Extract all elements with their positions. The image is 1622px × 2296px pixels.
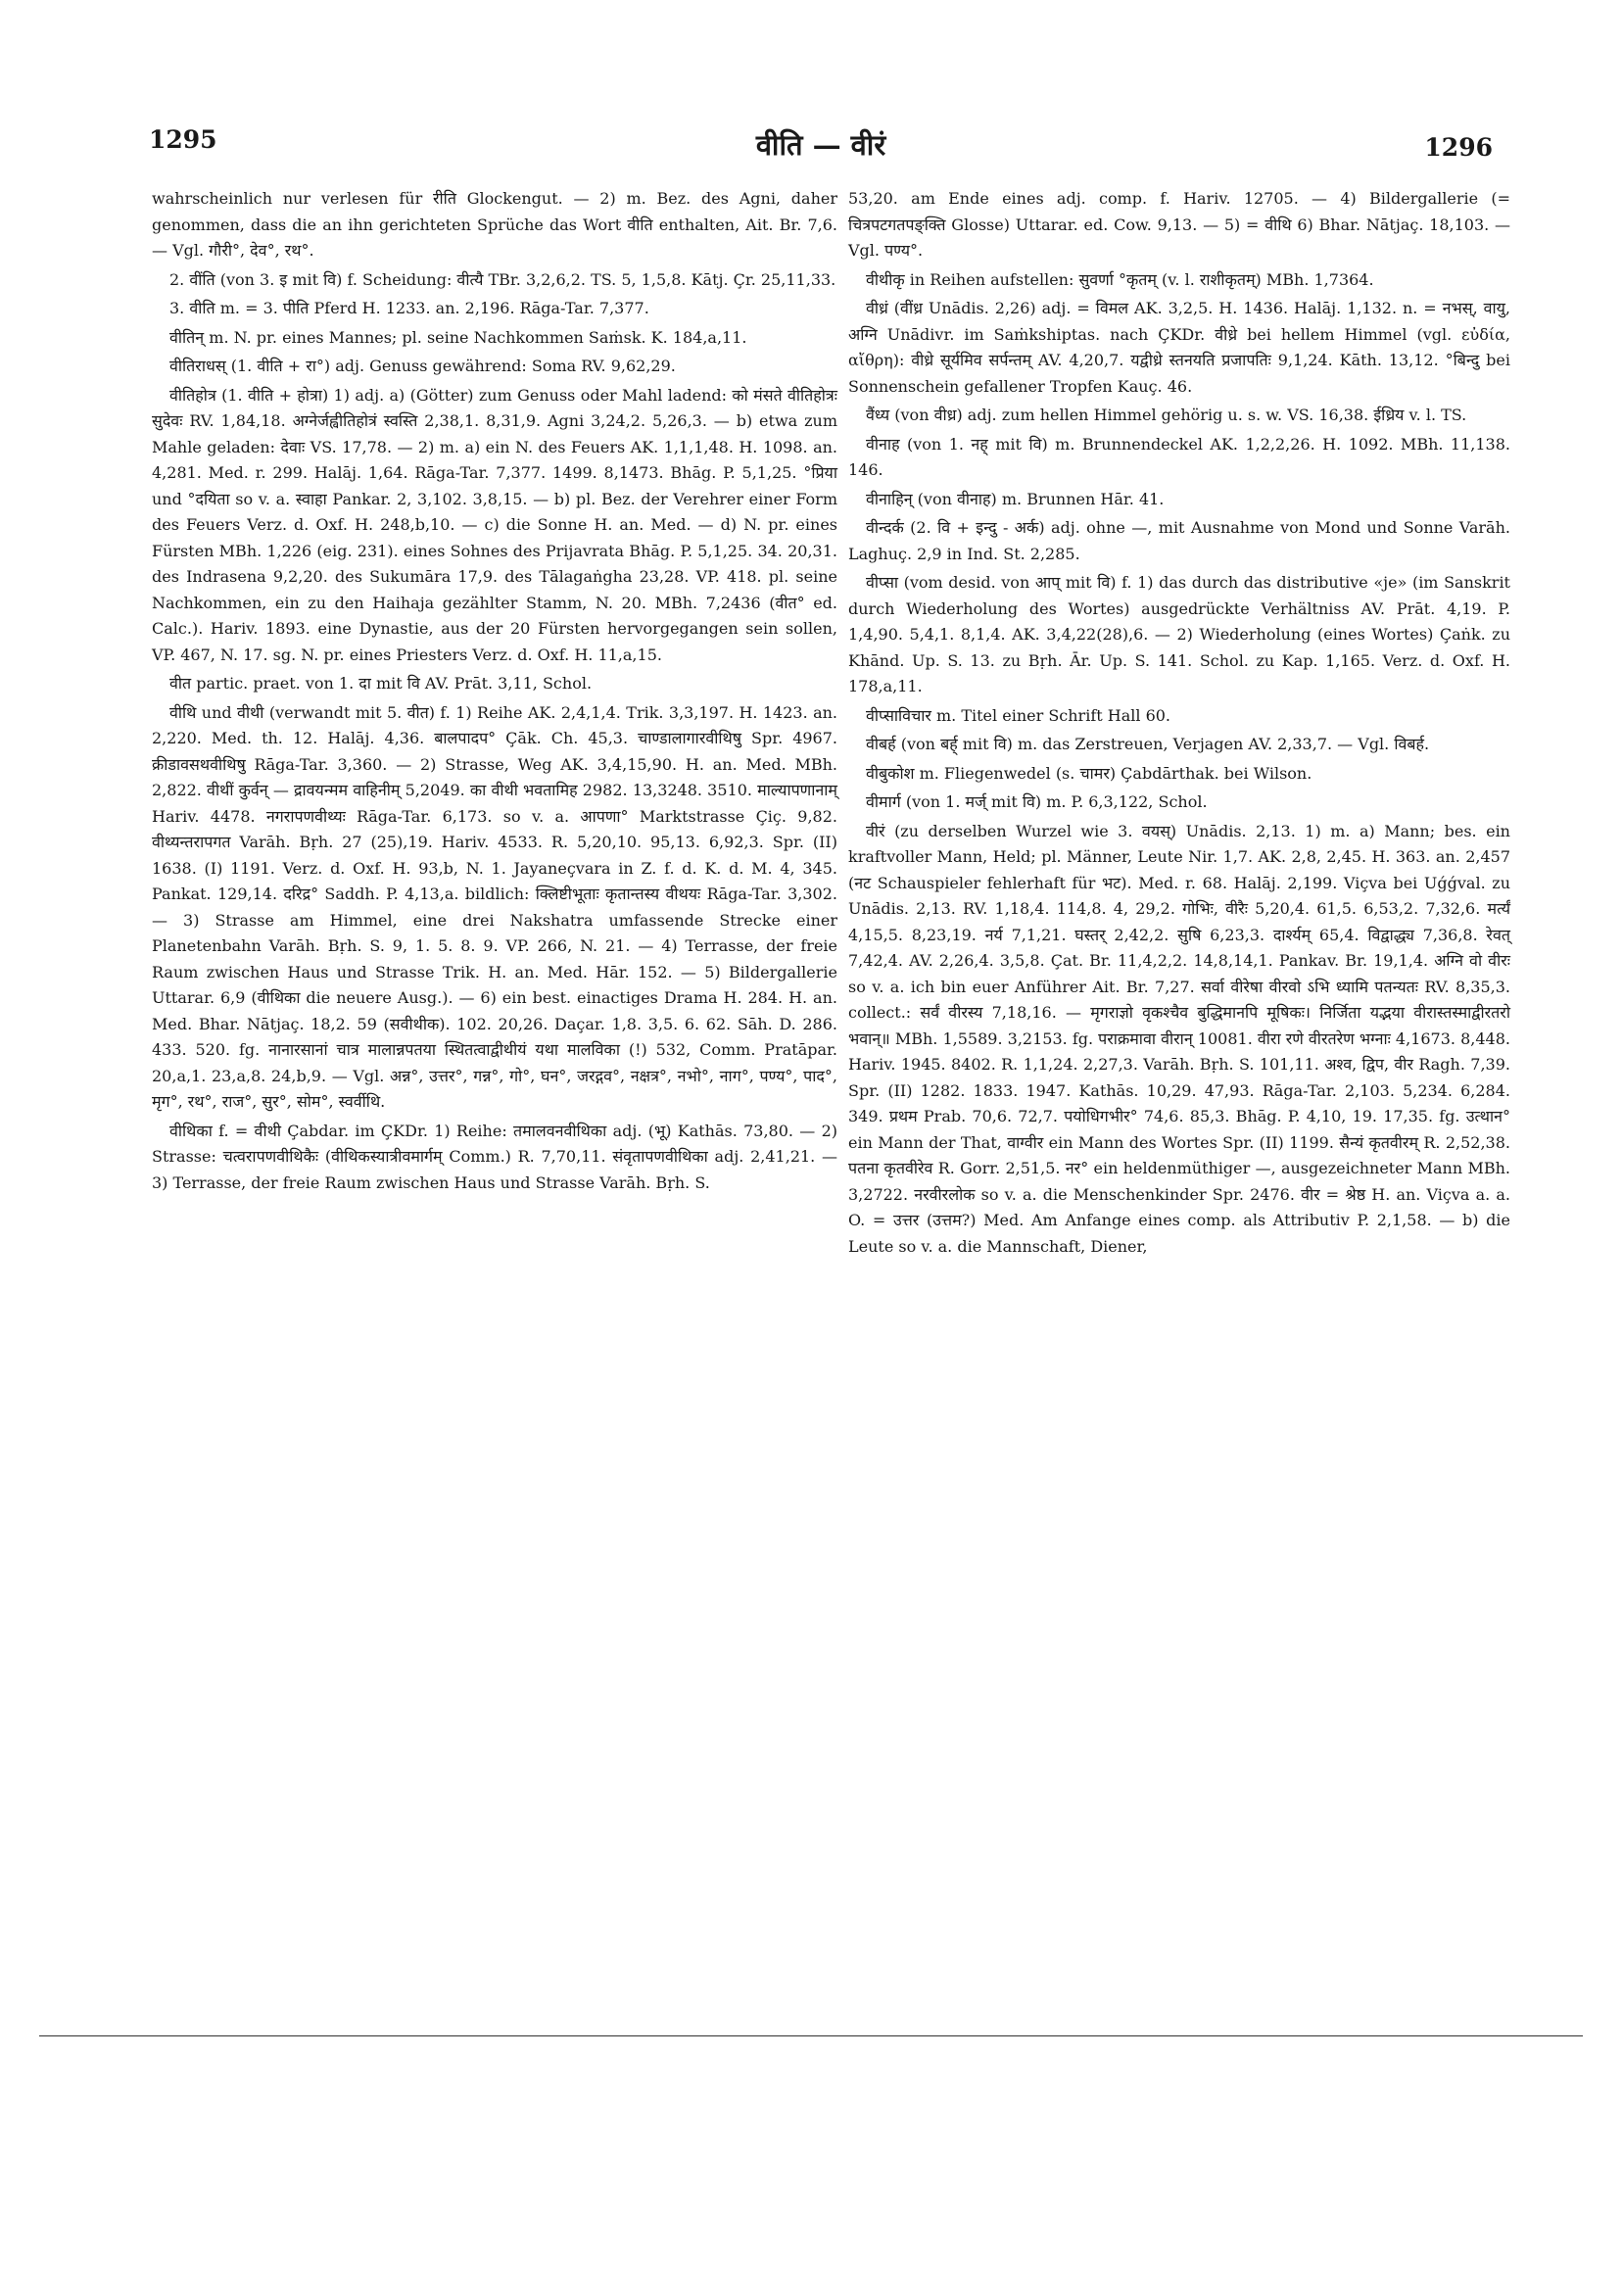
- entry-paragraph: वीरं (zu derselben Wurzel wie 3. वयस्) Unādis. 2,13. 1) m. a) Mann; bes. ein kraftvoller Mann, Held; pl. Männer, Leute Nir. 1,7. AK. 2,8, 2,45. H. 363. an. 2,457 (नट Schauspieler fehlerhaft für भट). Med. r. 68. Halāj. 2,199. Viçva bei Uǵǵval. zu Unādis. 2,13. RV. 1,18,4. 114,8. 4, 29,2. गोभिः, वीरैः 5,20,4. 61,5. 6,53,2. 7,32,6. मर्त्यं 4,15,5. 8,23,19. नर्य 7,1,21. घस्तर् 2,42,2. सुषि 6,23,3. दार्श्यम् 65,4. विद्वाद्ध्य 7,36,8. रेवत् 7,42,4. AV. 2,26,4. 3,5,8. Çat. Br. 11,4,2,2. 14,8,14,1. Pankav. Br. 19,1,4. अग्नि वो वीरः so v. a. ich bin euer Anführer Ait. Br. 7,27. सर्वा वीरेषा वीरवो ऽभि ध्यामि पतन्यतः RV. 8,35,3. collect.: सर्वं वीरस्य 7,18,16. — मृगराज्ञो वृकश्चैव बुद्धिमानपि मूषिकः। निर्जिता यद्भया वीरास्तस्माद्वीरतरो भवान्॥ MBh. 1,5589. 3,2153. fg. पराक्रमावा वीरान् 10081. वीरा रणे वीरतरेण भग्नाः 4,1673. 8,448. Hariv. 1945. 8402. R. 1,1,24. 2,27,3. Varāh. Bṛh. S. 101,11. अश्व, द्विप, वीर Ragh. 7,39. Spr. (II) 1282. 1833. 1947. Kathās. 10,29. 47,93. Rāga-Tar. 2,103. 5,234. 6,284. 349. प्रथम Prab. 70,6. 72,7. पयोधिगभीर° 74,6. 85,3. Bhāg. P. 4,10, 19. 17,35. fg. उत्थान° ein Mann der That, वाग्वीर ein Mann des Wortes Spr. (II) 1199. सैन्यं कृतवीरम् R. 2,52,38. पतना कृतवीरेव R. Gorr. 2,51,5. नर° ein heldenmüthiger —, ausgezeichneter Mann MBh. 3,2722. नरवीरलोक so v. a. die Menschenkinder Spr. 2476. वीर = श्रेष्ठ H. an. Viçva a. a. O. = उत्तर (उत्तम?) Med. Am Anfange eines comp. als Attributiv P. 2,1,58. — b) die Leute so v. a. die Mannschaft, Diener,: [848, 821, 1510, 1256]
- page-number-left: 1295: [149, 125, 217, 154]
- entry-paragraph: वीतिहोत्र (1. वीति + होत्रा) 1) adj. a) (Götter) zum Genuss oder Mahl ladend: को मंसते वीतिहोत्रः सुदेवः RV. 1,84,18. अग्नेर्जह्वीतिहोत्रं स्वस्ति 2,38,1. 8,31,9. Agni 3,24,2. 5,26,3. — b) etwa zum Mahle geladen: देवाः VS. 17,78. — 2) m. a) ein N. des Feuers AK. 1,1,1,48. H. 1098. an. 4,281. Med. r. 299. Halāj. 1,64. Rāga-Tar. 7,377. 1499. 8,1473. Bhāg. P. 5,1,25. °प्रिया und °दयिता so v. a. स्वाहा Pankar. 2, 3,102. 3,8,15. — b) pl. Bez. der Verehrer einer Form des Feuers Verz. d. Oxf. H. 248,b,10. — c) die Sonne H. an. Med. — d) N. pr. eines Fürsten MBh. 1,226 (eig. 231). eines Sohnes des Prijavrata Bhāg. P. 5,1,25. 34. 20,31. des Indrasena 9,2,20. des Sukumāra 17,9. des Tālagaṅgha 23,28. VP. 418. pl. seine Nachkommen, ein zu den Haihaja gezählter Stamm, N. 20. MBh. 7,2436 (वीत° ed. Calc.). Hariv. 1893. eine Dynastie, aus der 20 Fürsten hervorgegangen sein sollen, VP. 467, N. 17. sg. N. pr. eines Priesters Verz. d. Oxf. H. 11,a,15.: [152, 385, 837, 664]
- entry-paragraph: 2. वींति (von 3. इ mit वि) f. Scheidung: वीत्यै TBr. 3,2,6,2. TS. 5, 1,5,8. Kātj. Çr. 25,11,33.: [169, 269, 836, 289]
- entry-paragraph: वीबर्ह (von बर्ह् mit वि) m. das Zerstreuen, Verjagen AV. 2,33,7. — Vgl. विबर्ह.: [866, 735, 1430, 753]
- bottom-rule: [39, 2035, 1583, 2036]
- entry-paragraph: wahrscheinlich nur verlesen für रीति Glockengut. — 2) m. Bez. des Agni, daher genommen, dass die an ihn gerichteten Sprüche das Wort वीति enthalten, Ait. Br. 7,6. — Vgl. गौरी°, देव°, रथ°.: [152, 189, 837, 260]
- entry-paragraph: 53,20. am Ende eines adj. comp. f. Hariv. 12705. — 4) Bildergallerie (= चित्रपटगतपङ्क्ति Glosse) Uttarar. ed. Cow. 9,13. — 5) = वीथि 6) Bhar. Nātjaç. 18,103. — Vgl. पण्य°.: [848, 189, 1510, 260]
- entry-paragraph: वीमार्ग (von 1. मर्ज् mit वि) m. P. 6,3,122, Schol.: [866, 792, 1208, 811]
- page-number-right: 1296: [1424, 133, 1493, 162]
- entry-paragraph: वीथिका f. = वीथी Çabdar. im ÇKDr. 1) Reihe: तमालवनवीथिका adj. (भू) Kathās. 73,80. — 2) Strasse: चत्वरापणवीथिकैः (वीथिकस्यात्रीवमार्गम् Comm.) R. 7,70,11. संवृतापणवीथिका adj. 2,41,21. — 3) Terrasse, der freie Raum zwischen Haus und Strasse Varāh. Bṛh. S.: [152, 1121, 837, 1192]
- entry-paragraph: वीन्दर्क (2. वि + इन्दु - अर्क) adj. ohne —, mit Ausnahme von Mond und Sonne Varāh. Laghuç. 2,9 in Ind. St. 2,285.: [848, 518, 1510, 563]
- entry-paragraph: 3. वीति m. = 3. पीति Pferd H. 1233. an. 2,196. Rāga-Tar. 7,377.: [169, 299, 649, 317]
- entry-paragraph: वीनाह (von 1. नह् mit वि) m. Brunnendeckel AK. 1,2,2,26. H. 1092. MBh. 11,138. 146.: [848, 434, 1510, 479]
- entry-paragraph: वीबुकोश m. Fliegenwedel (s. चामर) Çabdārthak. bei Wilson.: [866, 763, 1312, 783]
- page-header: [137, 125, 1504, 165]
- entry-paragraph: वीप्साविचार m. Titel einer Schrift Hall 60.: [866, 705, 1171, 725]
- entry-paragraph: वीत partic. praet. von 1. दा mit वि AV. Prāt. 3,11, Schol.: [169, 674, 593, 693]
- entry-paragraph: वीनाहिन् (von वीनाह) m. Brunnen Hār. 41.: [866, 489, 1165, 508]
- entry-paragraph: वैंध्य (von वीध्र) adj. zum hellen Himmel gehörig u. s. w. VS. 16,38. ईध्रिय v. l. TS.: [866, 406, 1467, 424]
- running-headwords: वीति — वीरं: [755, 128, 886, 162]
- entry-paragraph: वीप्सा (vom desid. von आप् mit वि) f. 1) das durch das distributive «je» (im Sanskrit durch Wiederholung des Wortes) ausgedrückte Verhältniss AV. Prāt. 4,19. P. 1,4,90. 5,4,1. 8,1,4. AK. 3,4,22(28),6. — 2) Wiederholung (eines Wortes) Çaṅk. zu Khānd. Up. S. 13. zu Bṛh. Ār. Up. S. 141. Schol. zu Kap. 1,165. Verz. d. Oxf. H. 178,a,11.: [848, 573, 1510, 695]
- left-column: [152, 186, 837, 1199]
- entry-paragraph: वीथि und वीथी (verwandt mit 5. वीत) f. 1) Reihe AK. 2,4,1,4. Trik. 3,3,197. H. 1423. an. 2,220. Med. th. 12. Halāj. 4,36. बालपादप° Çāk. Ch. 45,3. चाण्डालागारवीथिषु Spr. 4967. क्रीडावसथवीथिषु Rāga-Tar. 3,360. — 2) Strasse, Weg AK. 3,4,15,90. H. an. Med. MBh. 2,822. वीथीं कुर्वन् — द्रावयन्मम वाहिनीम् 5,2049. का वीथी भवतामिह 2982. 13,3248. 3510. माल्यापणानाम् Hariv. 4478. नगरापणवीथ्यः Rāga-Tar. 6,173. so v. a. आपणा° Marktstrasse Çiç. 9,82. वीथ्यन्तरापगत Varāh. Bṛh. 27 (25),19. Hariv. 4533. R. 5,20,10. 95,13. 6,92,3. Spr. (II) 1638. (I) 1191. Verz. d. Oxf. H. 93,b, N. 1. Jayaneçvara in Z. f. d. K. d. M. 4, 345. Pankat. 129,14. दरिद्र° Saddh. P. 4,13,a. bildlich: क्लिष्टीभूताः कृतान्तस्य वीथयः Rāga-Tar. 3,302. — 3) Strasse am Himmel, eine drei Nakshatra umfassende Strecke einer Planetenbahn Varāh. Bṛh. S. 9, 1. 5. 8. 9. VP. 266, N. 21. — 4) Terrasse, der freie Raum zwischen Haus und Strasse Trik. H. an. Med. Hār. 152. — 5) Bildergallerie Uttarar. 6,9 (वीथिका die neuere Ausg.). — 6) ein best. einactiges Drama H. 284. H. an. Med. Bhar. Nātjaç. 18,2. 59 (सवीथीक). 102. 20,26. Daçar. 1,8. 3,5. 6. 62. Sāh. D. 286. 433. 520. fg. नानारसानां चात्र मालान्नपतया स्थितत्वाद्वीथीयं यथा मालविका (!) 532, Comm. Pratāpar. 20,a,1. 23,a,8. 24,b,9. — Vgl. अन्न°, उत्तर°, गन्न°, गो°, घन°, जरद्गव°, नक्षत्र°, नभो°, नाग°, पण्य°, पाद°, मृग°, रथ°, राज°, सुर°, सोम°, स्वर्वीथि.: [152, 702, 837, 1111]
- entry-paragraph: वीध्रं (वींध्र Unādis. 2,26) adj. = विमल AK. 3,2,5. H. 1436. Halāj. 1,132. n. = नभस्, वायु, अग्नि Unādivr. im Saṁkshiptas. nach ÇKDr. वीध्रे bei hellem Himmel (vgl. εὐδία, αἴθρη): वीध्रे सूर्यमिव सर्पन्तम् AV. 4,20,7. यद्वीध्रे स्तनयति प्रजापतिः 9,1,24. Kāth. 13,12. °बिन्दु bei Sonnenschein gefallener Tropfen Kauç. 46.: [848, 299, 1510, 396]
- entry-paragraph: वीतिराधस् (1. वीति + रा°) adj. Genuss gewährend: Soma RV. 9,62,29.: [169, 357, 676, 375]
- entry-paragraph: वीतिन् m. N. pr. eines Mannes; pl. seine Nachkommen Saṁsk. K. 184,a,11.: [169, 327, 747, 347]
- entry-paragraph: वीथीकृ in Reihen aufstellen: सुवर्णा °कृतम् (v. l. राशीकृतम्) MBh. 1,7364.: [866, 269, 1374, 289]
- right-column: [848, 186, 1510, 1263]
